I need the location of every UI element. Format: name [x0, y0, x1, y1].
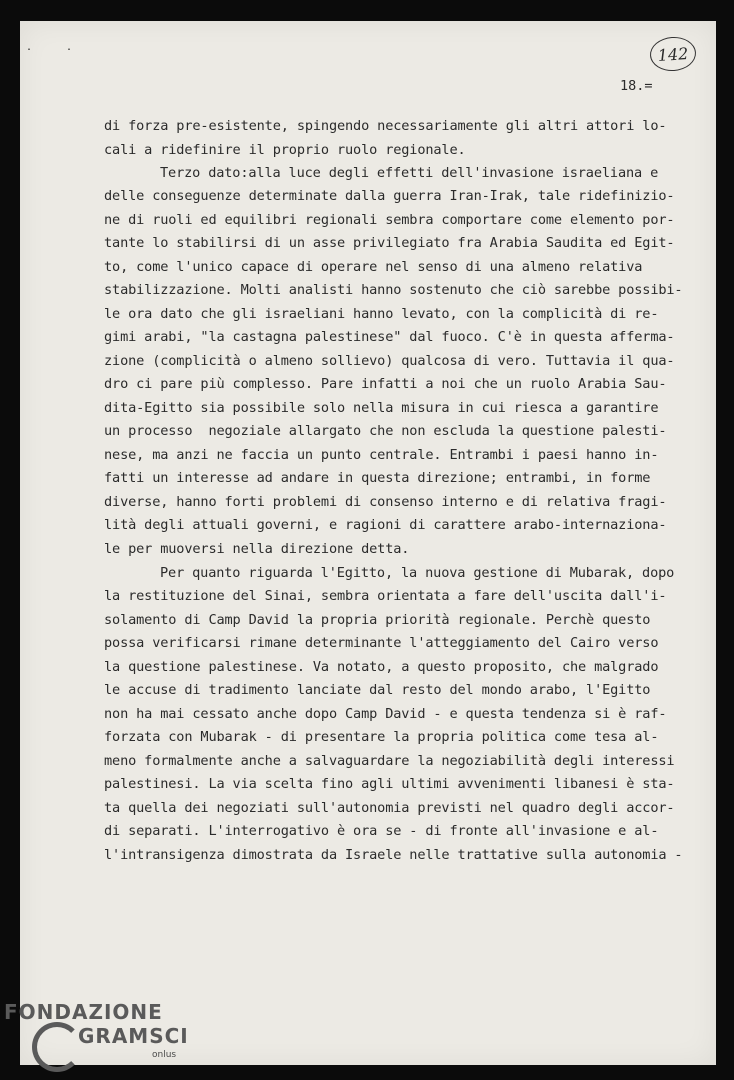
text-line: tante lo stabilirsi di un asse privilegiato fra Arabia Saudita ed Egit- — [104, 235, 675, 251]
text-line: diverse, hanno forti problemi di consenso interno e di relativa fragi- — [104, 494, 667, 510]
text-line: le per muoversi nella direzione detta. — [104, 541, 410, 557]
text-line: la restituzione del Sinai, sembra orientata a fare dell'uscita dall'i- — [104, 588, 667, 604]
text-line: le accuse di tradimento lanciate dal resto del mondo arabo, l'Egitto — [104, 682, 651, 698]
text-line: possa verificarsi rimane determinante l'atteggiamento del Cairo verso — [104, 635, 659, 651]
text-line: ne di ruoli ed equilibri regionali sembra comportare come elemento por- — [104, 212, 675, 228]
text-line: dro ci pare più complesso. Pare infatti a noi che un ruolo Arabia Sau- — [104, 376, 667, 392]
text-line: forzata con Mubarak - di presentare la propria politica come tesa al- — [104, 729, 659, 745]
text-line: ta quella dei negoziati sull'autonomia previsti nel quadro degli accor- — [104, 800, 675, 816]
text-line: nese, ma anzi ne faccia un punto centrale. Entrambi i paesi hanno in- — [104, 447, 659, 463]
text-line: lità degli attuali governi, e ragioni di carattere arabo-internaziona- — [104, 517, 667, 533]
text-line: un processo negoziale allargato che non escluda la questione palesti- — [104, 423, 667, 439]
margin-marks: . . — [26, 42, 87, 53]
text-line: la questione palestinese. Va notato, a questo proposito, che malgrado — [104, 659, 659, 675]
watermark-line1: FONDAZIONE — [4, 1000, 163, 1024]
archive-page-number: 142 — [649, 35, 697, 72]
text-line: non ha mai cessato anche dopo Camp David - e questa tendenza si è raf- — [104, 706, 667, 722]
page-number: 18.= — [620, 78, 653, 94]
text-line: palestinesi. La via scelta fino agli ultimi avvenimenti libanesi è sta- — [104, 776, 675, 792]
text-line: di separati. L'interrogativo è ora se - di fronte all'invasione e al- — [104, 823, 659, 839]
text-line: di forza pre-esistente, spingendo necessariamente gli altri attori lo- — [104, 118, 667, 134]
text-line: Terzo dato:alla luce degli effetti dell'invasione israeliana e — [160, 165, 659, 181]
text-line: le ora dato che gli israeliani hanno levato, con la complicità di re- — [104, 306, 659, 322]
text-line: cali a ridefinire il proprio ruolo regionale. — [104, 142, 466, 158]
watermark-line2: GRAMSCI — [78, 1024, 189, 1048]
watermark-line3: onlus — [152, 1050, 177, 1060]
text-line: l'intransigenza dimostrata da Israele nelle trattative sulla autonomia - — [104, 847, 683, 863]
text-line: stabilizzazione. Molti analisti hanno sostenuto che ciò sarebbe possibi- — [104, 282, 683, 298]
text-line: zione (complicità o almeno sollievo) qualcosa di vero. Tuttavia il qua- — [104, 353, 675, 369]
text-line: fatti un interesse ad andare in questa direzione; entrambi, in forme — [104, 470, 651, 486]
text-line: gimi arabi, "la castagna palestinese" dal fuoco. C'è in questa afferma- — [104, 329, 675, 345]
text-line: Per quanto riguarda l'Egitto, la nuova gestione di Mubarak, dopo — [160, 565, 675, 581]
text-line: delle conseguenze determinate dalla guerra Iran-Irak, tale ridefinizio- — [104, 188, 675, 204]
text-line: to, come l'unico capace di operare nel senso di una almeno relativa — [104, 259, 643, 275]
logo-ring-icon — [32, 1022, 82, 1072]
text-line: dita-Egitto sia possibile solo nella misura in cui riesca a garantire — [104, 400, 659, 416]
text-line: meno formalmente anche a salvaguardare la negoziabilità degli interessi — [104, 753, 675, 769]
fondazione-gramsci-watermark — [4, 1000, 204, 1076]
text-line: solamento di Camp David la propria priorità regionale. Perchè questo — [104, 612, 651, 628]
